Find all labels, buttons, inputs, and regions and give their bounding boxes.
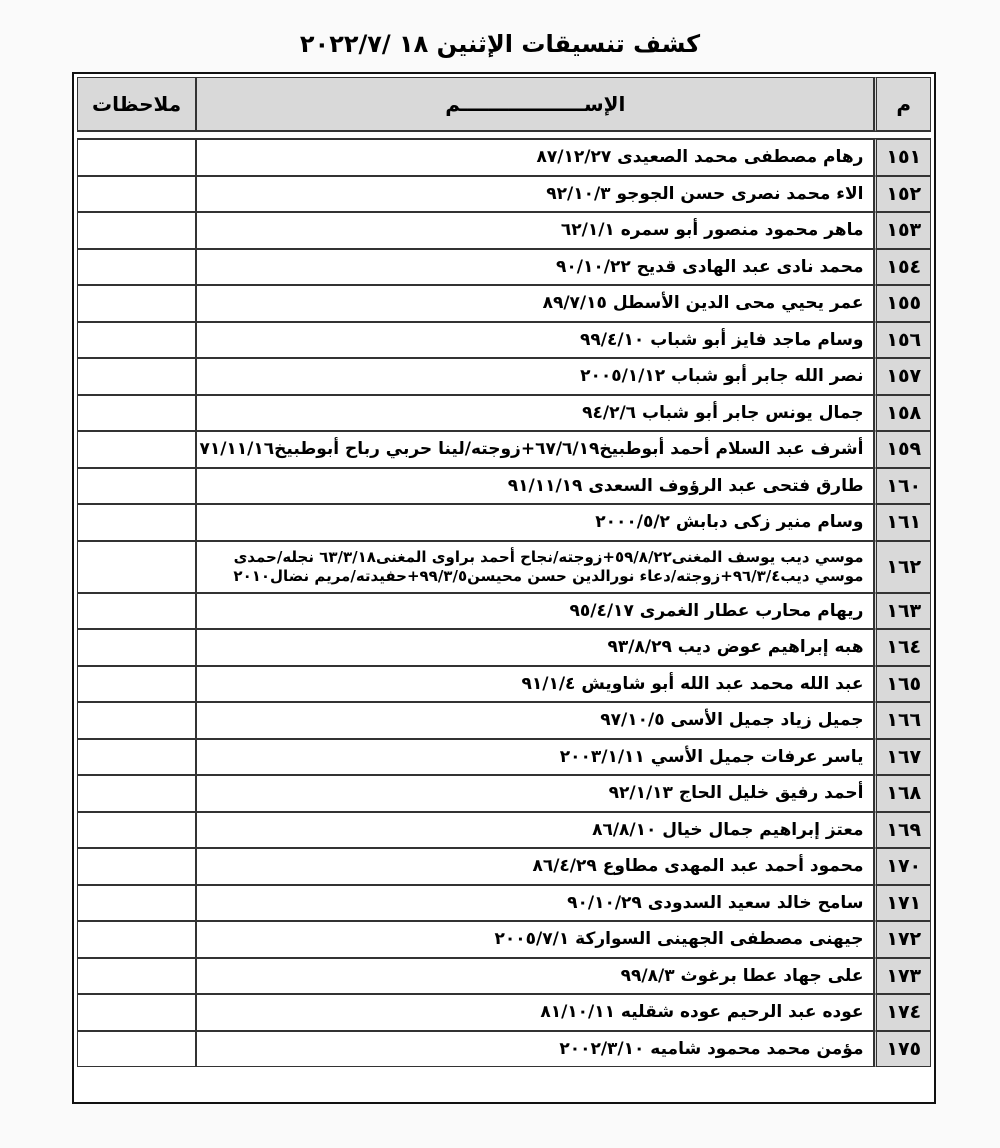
row-name: مؤمن محمد محمود شاميه ٢٠٠٢/٣/١٠ [196, 1031, 874, 1068]
coordination-sheet [72, 72, 936, 1104]
row-name: عبد الله محمد عبد الله أبو شاويش ٩١/١/٤ [196, 666, 874, 703]
row-number: ١٦١ [874, 504, 931, 541]
row-name: ماهر محمود منصور أبو سمره ٦٢/١/١ [196, 212, 874, 249]
row-name: أشرف عبد السلام أحمد أبوطبيخ٦٧/٦/١٩+زوجته/لينا حربي رباح أبوطبيخ٧١/١١/١٦ [196, 431, 874, 468]
table-body [77, 131, 931, 1067]
row-notes [77, 593, 196, 630]
row-name: أحمد رفيق خليل الحاج ٩٢/١/١٣ [196, 775, 874, 812]
row-number: ١٧١ [874, 885, 931, 922]
row-name: معتز إبراهيم جمال خيال ٨٦/٨/١٠ [196, 812, 874, 849]
row-name: ياسر عرفات جميل الأسي ٢٠٠٣/١/١١ [196, 739, 874, 776]
row-notes [77, 1031, 196, 1068]
row-number: ١٥٦ [874, 322, 931, 359]
table-row [77, 358, 931, 395]
row-number: ١٦٨ [874, 775, 931, 812]
page-title: كشف تنسيقات الإثنين ١٨ /٢٠٢٢/٧ [299, 30, 701, 58]
row-number: ١٥٢ [874, 176, 931, 213]
row-notes [77, 322, 196, 359]
row-name: رهام مصطفى محمد الصعيدى ٨٧/١٢/٢٧ [196, 139, 874, 176]
row-notes [77, 541, 196, 593]
table-row [77, 666, 931, 703]
row-number: ١٧٤ [874, 994, 931, 1031]
row-notes [77, 285, 196, 322]
row-number: ١٧٥ [874, 1031, 931, 1068]
row-notes [77, 812, 196, 849]
row-number: ١٧٢ [874, 921, 931, 958]
table-row [77, 629, 931, 666]
table-row [77, 504, 931, 541]
table-row [77, 431, 931, 468]
row-name: الاء محمد نصرى حسن الجوجو ٩٢/١٠/٣ [196, 176, 874, 213]
row-notes [77, 176, 196, 213]
row-number: ١٥٣ [874, 212, 931, 249]
table-row [77, 739, 931, 776]
row-notes [77, 629, 196, 666]
row-name: وسام ماجد فايز أبو شباب ٩٩/٤/١٠ [196, 322, 874, 359]
row-notes [77, 958, 196, 995]
row-name: عمر يحيي محى الدين الأسطل ٨٩/٧/١٥ [196, 285, 874, 322]
table-row [77, 812, 931, 849]
row-name: على جهاد عطا برغوث ٩٩/٨/٣ [196, 958, 874, 995]
table-row [77, 468, 931, 505]
table-row [77, 541, 931, 593]
table-row [77, 994, 931, 1031]
row-number: ١٥٧ [874, 358, 931, 395]
row-notes [77, 395, 196, 432]
header-number: م [874, 77, 931, 131]
table-row [77, 848, 931, 885]
row-number: ١٦٠ [874, 468, 931, 505]
table-row [77, 176, 931, 213]
row-notes [77, 994, 196, 1031]
row-name: نصر الله جابر أبو شباب ٢٠٠٥/١/١٢ [196, 358, 874, 395]
row-notes [77, 504, 196, 541]
table-row [77, 885, 931, 922]
row-number: ١٦٧ [874, 739, 931, 776]
table-row [77, 395, 931, 432]
row-notes [77, 739, 196, 776]
table-row [77, 249, 931, 286]
row-name: هبه إبراهيم عوض ديب ٩٣/٨/٢٩ [196, 629, 874, 666]
row-notes [77, 921, 196, 958]
header-name: الإســــــــــــــــــم [196, 77, 874, 131]
row-name: جميل زياد جميل الأسى ٩٧/١٠/٥ [196, 702, 874, 739]
row-notes [77, 666, 196, 703]
row-number: ١٦٥ [874, 666, 931, 703]
table-row [77, 285, 931, 322]
table-header-row [77, 77, 931, 131]
row-number: ١٥١ [874, 139, 931, 176]
table-row [77, 958, 931, 995]
header-notes: ملاحظات [77, 77, 196, 131]
row-name: ريهام محارب عطار الغمرى ٩٥/٤/١٧ [196, 593, 874, 630]
row-name: طارق فتحى عبد الرؤوف السعدى ٩١/١١/١٩ [196, 468, 874, 505]
row-notes [77, 848, 196, 885]
row-number: ١٦٣ [874, 593, 931, 630]
table-row [77, 593, 931, 630]
row-notes [77, 885, 196, 922]
row-notes [77, 468, 196, 505]
row-name: محمود أحمد عبد المهدى مطاوع ٨٦/٤/٢٩ [196, 848, 874, 885]
table-row [77, 775, 931, 812]
row-number: ١٥٤ [874, 249, 931, 286]
row-name: وسام منير زكى دبابش ٢٠٠٠/٥/٢ [196, 504, 874, 541]
row-number: ١٧٠ [874, 848, 931, 885]
row-notes [77, 431, 196, 468]
row-name: جيهنى مصطفى الجهينى السواركة ٢٠٠٥/٧/١ [196, 921, 874, 958]
row-name: جمال يونس جابر أبو شباب ٩٤/٢/٦ [196, 395, 874, 432]
row-number: ١٦٩ [874, 812, 931, 849]
row-notes [77, 212, 196, 249]
row-number: ١٥٥ [874, 285, 931, 322]
row-notes [77, 358, 196, 395]
row-number: ١٦٦ [874, 702, 931, 739]
row-name: محمد نادى عبد الهادى قديح ٩٠/١٠/٢٢ [196, 249, 874, 286]
row-number: ١٧٣ [874, 958, 931, 995]
table-row [77, 322, 931, 359]
row-name: عوده عبد الرحيم عوده شقليه ٨١/١٠/١١ [196, 994, 874, 1031]
row-number: ١٥٩ [874, 431, 931, 468]
table-row [77, 139, 931, 176]
header-spacer [77, 131, 931, 139]
row-notes [77, 139, 196, 176]
table-row [77, 702, 931, 739]
row-number: ١٦٤ [874, 629, 931, 666]
table-row [77, 921, 931, 958]
names-table [77, 77, 931, 1067]
row-number: ١٦٢ [874, 541, 931, 593]
row-name: سامح خالد سعيد السدودى ٩٠/١٠/٢٩ [196, 885, 874, 922]
row-name-text: موسي ديب يوسف المغنى٥٩/٨/٢٢+زوجته/نجاح أحمد براوى المغنى٦٣/٣/١٨ نجله/حمدى موسي ديب٩٦/٣/٤+زوجته/دعاء نورالدين حسن محيسن٩٩/٣/٥+حفيدته/مريم نضال٢٠١٠ [233, 547, 864, 585]
row-notes [77, 775, 196, 812]
row-notes [77, 249, 196, 286]
row-notes [77, 702, 196, 739]
row-number: ١٥٨ [874, 395, 931, 432]
row-name [196, 541, 874, 593]
table-row [77, 212, 931, 249]
table-row [77, 1031, 931, 1068]
